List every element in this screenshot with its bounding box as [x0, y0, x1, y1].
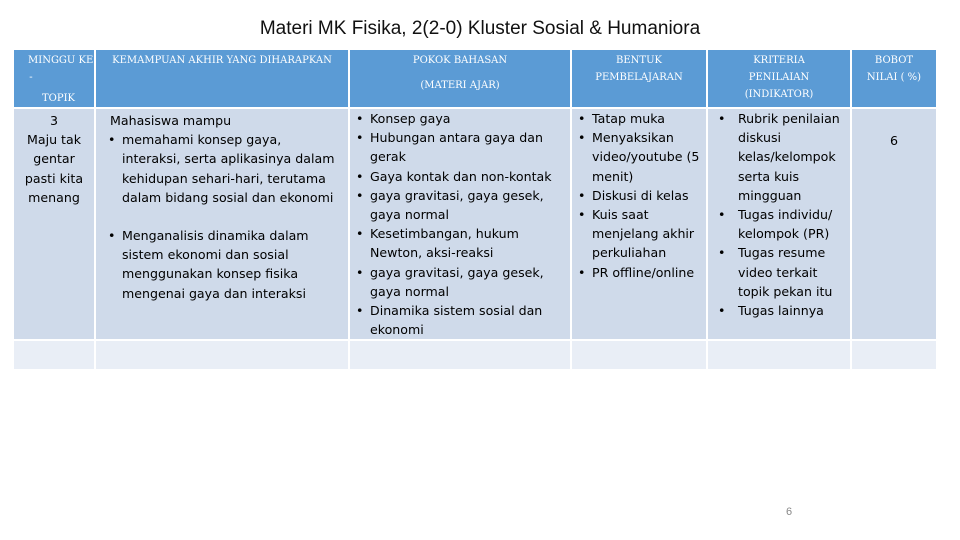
header-week-dash: - [29, 72, 33, 83]
empty-cell [851, 340, 937, 370]
header-form [571, 49, 707, 108]
ability-cell [95, 108, 349, 340]
week-topic-line: menang [28, 189, 80, 205]
slide-title: Materi MK Fisika, 2(2-0) Kluster Sosial & Humaniora [259, 18, 701, 39]
list-item: • Diskusi di kelas [572, 186, 706, 205]
list-item: • gaya gravitasi, gaya gesek, gaya normal [350, 186, 570, 224]
list-item: • memahami konsep gaya, interaksi, serta aplikasinya dalam kehidupan sehari-hari, terutama dalam bidang sosial dan ekonomi [102, 130, 342, 207]
list-item: • Tatap muka [572, 109, 706, 128]
header-topic-line2: (MATERI AJAR) [420, 80, 500, 91]
list-item: • Menganalisis dinamika dalam sistem ekonomi dan sosial menggunakan konsep fisika mengenai gaya dan interaksi [102, 226, 342, 303]
form-cell [571, 108, 707, 340]
list-item: • Konsep gaya [350, 109, 570, 128]
empty-cell [707, 340, 851, 370]
list-item: • Tugas individu/ kelompok (PR) [708, 205, 850, 243]
header-topic-label: TOPIK [42, 93, 76, 104]
week-number: 3 [49, 113, 58, 128]
header-weight [851, 49, 937, 108]
empty-cell [95, 340, 349, 370]
header-criteria [707, 49, 851, 108]
header-week-label: MINGGU KE [28, 55, 94, 66]
header-topic [349, 49, 571, 108]
header-criteria-label: KRITERIA PENILAIAN (INDIKATOR) [744, 55, 814, 100]
table-row-empty [13, 340, 937, 370]
empty-cell [349, 340, 571, 370]
header-weight-label: BOBOT NILAI ( %) [866, 55, 922, 83]
page-number: 6 [786, 506, 793, 518]
header-ability [95, 49, 349, 108]
list-item: • Dinamika sistem sosial dan ekonomi [350, 301, 570, 339]
header-topic-line1: POKOK BAHASAN [412, 55, 508, 66]
empty-cell [571, 340, 707, 370]
weight-cell: 6 [851, 108, 937, 340]
topic-cell [349, 108, 571, 340]
list-item: • Hubungan antara gaya dan gerak [350, 128, 570, 166]
list-item: • Menyaksikan video/youtube (5 menit) [572, 128, 706, 186]
empty-cell [13, 340, 95, 370]
list-item: • Tugas lainnya [708, 301, 850, 320]
week-topic-line: gentar [33, 151, 75, 167]
ability-lead: Mahasiswa mampu [110, 113, 232, 128]
list-item: • Kesetimbangan, hukum Newton, aksi-reaksi [350, 224, 570, 262]
list-item: • Tugas resume video terkait topik pekan itu [708, 243, 850, 301]
week-topic-line: pasti kita [24, 170, 84, 186]
header-week-topic [13, 49, 95, 108]
table-row [13, 108, 937, 340]
header-form-label: BENTUK PEMBELAJARAN [595, 55, 683, 83]
list-item: • gaya gravitasi, gaya gesek, gaya normal [350, 263, 570, 301]
header-row [13, 49, 937, 108]
course-material-table [12, 48, 938, 371]
list-item: • PR offline/online [572, 263, 706, 282]
criteria-cell [707, 108, 851, 340]
list-item: • Rubrik penilaian diskusi kelas/kelompok serta kuis mingguan [708, 109, 850, 205]
list-item: • Kuis saat menjelang akhir perkuliahan [572, 205, 706, 263]
week-topic-cell [13, 108, 95, 340]
list-item: • Gaya kontak dan non-kontak [350, 167, 570, 186]
week-topic-line: Maju tak [26, 132, 81, 148]
header-ability-label: KEMAMPUAN AKHIR YANG DIHARAPKAN [112, 55, 332, 66]
